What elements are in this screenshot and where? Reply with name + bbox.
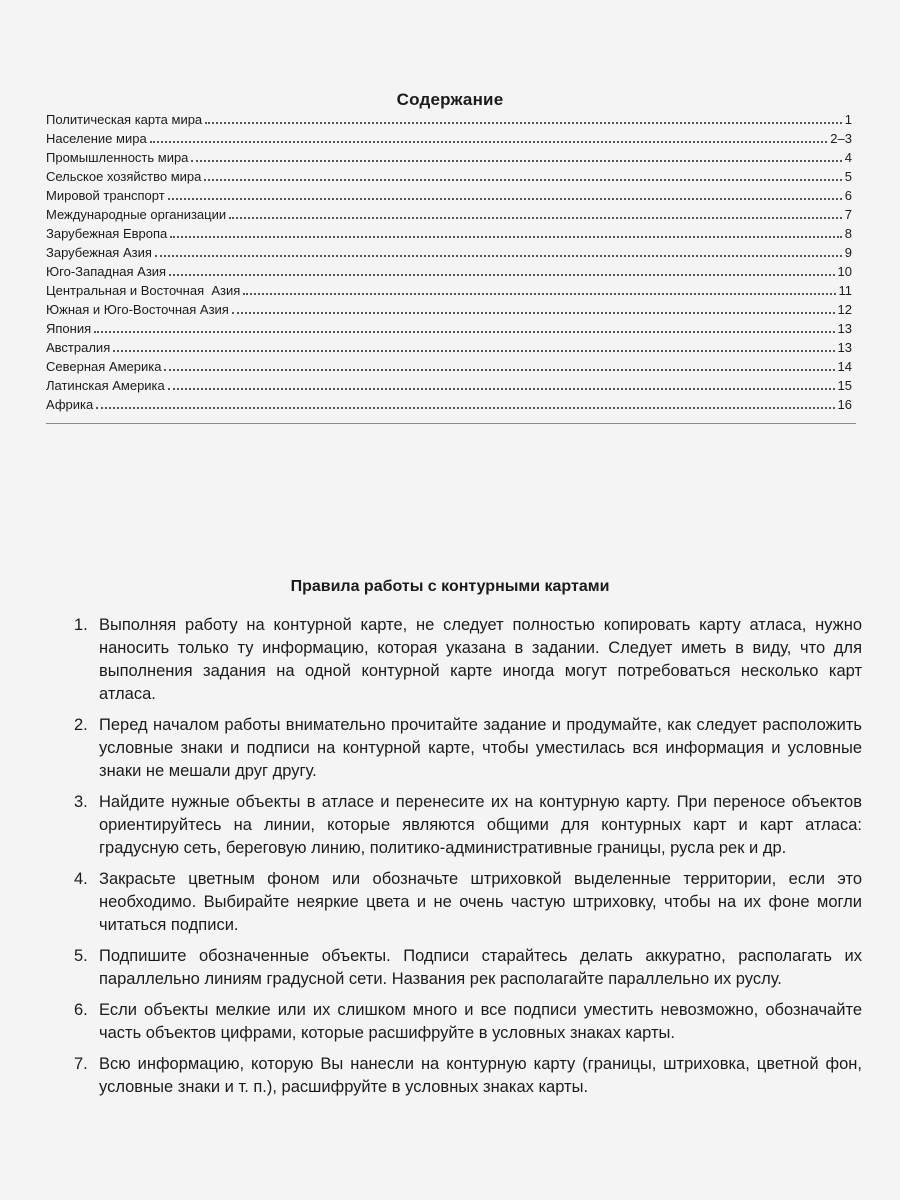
toc-item-label: Южная и Юго-Восточная Азия bbox=[46, 302, 229, 317]
rule-number: 2. bbox=[74, 716, 88, 734]
toc-item[interactable] bbox=[46, 300, 856, 319]
toc-item-page: 14 bbox=[837, 359, 852, 374]
toc-item[interactable] bbox=[46, 281, 856, 300]
toc-leader-dots bbox=[205, 122, 842, 124]
toc-leader-dots bbox=[204, 179, 841, 181]
toc-item-page: 13 bbox=[837, 340, 852, 355]
rule-text: Выполняя работу на контурной карте, не следует полностью копировать карту атласа, нужно наносить только ту информацию, которая указана в задании. Следует иметь в виду, что для выполнения задания на одной контурной карте иногда могут потребоваться несколько карт атласа. bbox=[99, 616, 862, 703]
toc-title: Содержание bbox=[396, 90, 504, 109]
rule-number: 3. bbox=[74, 793, 88, 811]
toc-item-label: Северная Америка bbox=[46, 359, 162, 374]
toc-leader-dots bbox=[168, 388, 835, 390]
toc-item-label: Международные организации bbox=[46, 207, 227, 222]
toc-item[interactable] bbox=[46, 186, 856, 205]
toc-item-page: 13 bbox=[837, 321, 852, 336]
toc-leader-dots bbox=[155, 255, 842, 257]
toc-item[interactable] bbox=[46, 338, 856, 357]
toc-item-page: 9 bbox=[844, 245, 852, 260]
rules-title: Правила работы с контурными картами bbox=[290, 578, 610, 595]
rule-number: 7. bbox=[74, 1055, 88, 1073]
toc-item-label: Юго-Западная Азия bbox=[46, 264, 167, 279]
toc-item-page: 2–3 bbox=[830, 131, 852, 146]
rule-item bbox=[74, 868, 862, 937]
toc-item-label: Мировой транспорт bbox=[46, 188, 165, 203]
rule-item bbox=[74, 714, 862, 783]
toc-item[interactable] bbox=[46, 224, 856, 243]
toc-item[interactable] bbox=[46, 357, 856, 376]
toc-item-label: Зарубежная Азия bbox=[46, 245, 152, 260]
toc-item[interactable] bbox=[46, 148, 856, 167]
toc-item-page: 12 bbox=[837, 302, 852, 317]
toc-item-label: Политическая карта мира bbox=[46, 112, 203, 127]
toc-leader-dots bbox=[169, 274, 834, 276]
toc-leader-dots bbox=[150, 141, 828, 143]
rule-item bbox=[74, 614, 862, 706]
toc-item[interactable] bbox=[46, 129, 856, 148]
toc-item-page: 4 bbox=[844, 150, 852, 165]
toc-leader-dots bbox=[96, 407, 834, 409]
rule-item bbox=[74, 999, 862, 1045]
toc-leader-dots bbox=[232, 312, 835, 314]
toc-item-page: 7 bbox=[844, 207, 852, 222]
toc-leader-dots bbox=[243, 293, 835, 295]
rule-number: 4. bbox=[74, 870, 88, 888]
toc-item-label: Зарубежная Европа bbox=[46, 226, 168, 241]
toc-leader-dots bbox=[170, 236, 842, 238]
toc-leader-dots bbox=[113, 350, 834, 352]
rule-number: 5. bbox=[74, 947, 88, 965]
rules-list bbox=[74, 614, 862, 1107]
toc-item-label: Африка bbox=[46, 397, 94, 412]
rule-item bbox=[74, 945, 862, 991]
rule-item bbox=[74, 791, 862, 860]
toc-item[interactable] bbox=[46, 319, 856, 338]
toc-item-label: Австралия bbox=[46, 340, 111, 355]
toc-item-page: 15 bbox=[837, 378, 852, 393]
rule-text: Закрасьте цветным фоном или обозначьте штриховкой выделенные территории, если это необходимо. Выбирайте неяркие цвета и не очень частую штриховку, чтобы на их фоне могли читаться подписи. bbox=[99, 870, 862, 934]
toc-item[interactable] bbox=[46, 395, 856, 414]
rule-text: Если объекты мелкие или их слишком много и все подписи уместить невозможно, обозначайте часть объектов цифрами, которые расшифруйте в условных знаках карты. bbox=[99, 1001, 862, 1042]
toc-item-page: 11 bbox=[838, 283, 852, 298]
toc-item-page: 8 bbox=[844, 226, 852, 241]
toc-leader-dots bbox=[164, 369, 834, 371]
toc-item-page: 16 bbox=[837, 397, 852, 412]
toc-item-label: Латинская Америка bbox=[46, 378, 165, 393]
toc-item[interactable] bbox=[46, 110, 856, 129]
toc-item-label: Центральная и Восточная Азия bbox=[46, 283, 241, 298]
toc-item-page: 10 bbox=[837, 264, 852, 279]
table-of-contents bbox=[46, 110, 856, 414]
toc-item-label: Население мира bbox=[46, 131, 147, 146]
rule-text: Всю информацию, которую Вы нанесли на контурную карту (границы, штриховка, цветной фон, условные знаки и т. п.), расшифруйте в условных знаках карты. bbox=[99, 1055, 862, 1096]
toc-item[interactable] bbox=[46, 376, 856, 395]
toc-item-label: Япония bbox=[46, 321, 92, 336]
toc-item[interactable] bbox=[46, 167, 856, 186]
toc-item[interactable] bbox=[46, 243, 856, 262]
rule-number: 1. bbox=[74, 616, 88, 634]
rule-number: 6. bbox=[74, 1001, 88, 1019]
section-divider bbox=[46, 423, 856, 424]
rule-text: Подпишите обозначенные объекты. Подписи старайтесь делать аккуратно, располагать их параллельно линиям градусной сети. Названия рек располагайте параллельно их руслу. bbox=[99, 947, 862, 988]
rule-text: Перед началом работы внимательно прочитайте задание и продумайте, как следует расположить условные знаки и подписи на контурной карте, чтобы уместилась вся информация и условные знаки не мешали друг другу. bbox=[99, 716, 862, 780]
toc-leader-dots bbox=[168, 198, 842, 200]
toc-item-label: Промышленность мира bbox=[46, 150, 189, 165]
toc-leader-dots bbox=[191, 160, 841, 162]
toc-item-page: 6 bbox=[844, 188, 852, 203]
toc-leader-dots bbox=[94, 331, 834, 333]
toc-leader-dots bbox=[229, 217, 842, 219]
toc-item-page: 1 bbox=[844, 112, 852, 127]
rule-item bbox=[74, 1053, 862, 1099]
toc-item-label: Сельское хозяйство мира bbox=[46, 169, 202, 184]
toc-item[interactable] bbox=[46, 205, 856, 224]
rule-text: Найдите нужные объекты в атласе и перенесите их на контурную карту. При переносе объектов ориентируйтесь на линии, которые являются общими для контурных карт и карт атласа: градусную сеть, береговую линию, политико-административные границы, русла рек и др. bbox=[99, 793, 862, 857]
toc-item[interactable] bbox=[46, 262, 856, 281]
toc-item-page: 5 bbox=[844, 169, 852, 184]
